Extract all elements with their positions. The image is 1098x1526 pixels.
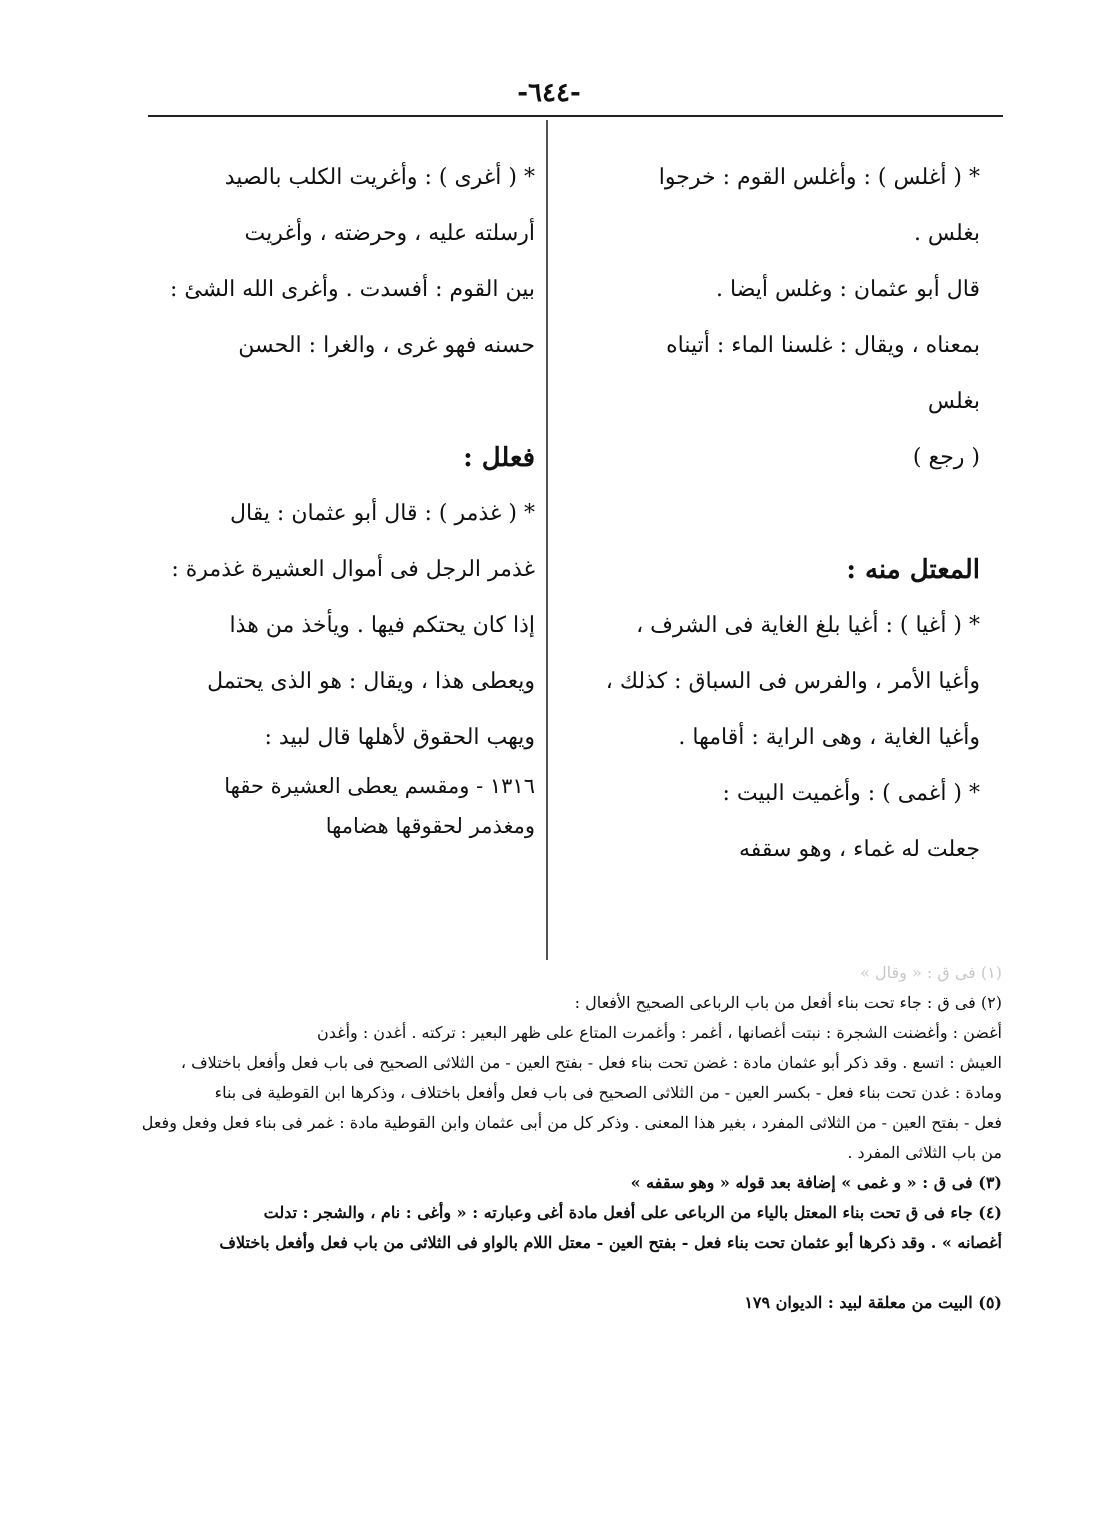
footnote: (٤) جاء فى ق تحت بناء المعتل بالياء من الرباعى على أفعل مادة أغى وعبارته : « وأغى : نام ، والشجر : تدلت bbox=[263, 1203, 1002, 1222]
footnote: (٣) فى ق : « و غمى » إضافة بعد قوله « وهو سقفه » bbox=[630, 1173, 1002, 1192]
footnote bbox=[140, 1258, 1002, 1288]
verse-line: ومغذمر لحقوقها هضامها bbox=[325, 814, 535, 838]
left-column bbox=[150, 150, 535, 846]
footnote: (٢) فى ق : جاء تحت بناء أفعل من باب الرباعى الصحيح الأفعال : bbox=[574, 993, 1002, 1012]
left-line: بين القوم : أفسدت . وأغرى الله الشئ : bbox=[170, 277, 535, 302]
column-divider bbox=[546, 120, 548, 960]
left-line: إذا كان يحتكم فيها . ويأخذ من هذا bbox=[229, 613, 535, 638]
left-line: حسنه فهو غرى ، والغرا : الحسن bbox=[238, 333, 535, 358]
footnotes bbox=[140, 958, 1002, 1318]
right-line: بمعناه ، ويقال : غلسنا الماء : أتيناه bbox=[666, 333, 980, 358]
left-line: * ( غذمر ) : قال أبو عثمان : يقال bbox=[230, 501, 535, 526]
footnote: ومادة : غدن تحت بناء فعل - بكسر العين - من الثلاثى الصحيح فى باب فعل وأفعل باختلاف ، وذكرها ابن القوطية فى بناء bbox=[214, 1083, 1002, 1102]
right-line: وأغيا الغاية ، وهى الراية : أقامها . bbox=[678, 725, 980, 750]
right-line: بغلس . bbox=[913, 221, 980, 246]
right-line: * ( أغيا ) : أغيا بلغ الغاية فى الشرف ، bbox=[636, 613, 980, 638]
left-line: ويهب الحقوق لأهلها قال لبيد : bbox=[264, 725, 535, 750]
page-number: -٦٤٤- bbox=[517, 78, 581, 108]
right-column bbox=[560, 150, 980, 878]
footnote: من باب الثلاثى المفرد . bbox=[847, 1143, 1002, 1162]
header-rule bbox=[148, 115, 1003, 117]
right-line: ( رجع ) bbox=[912, 445, 980, 470]
right-line: * ( أغلس ) : وأغلس القوم : خرجوا bbox=[658, 165, 980, 190]
footnote: (١) فى ق : « وقال » bbox=[860, 963, 1002, 982]
footnote: أغضن : وأغضنت الشجرة : نبتت أغصانها ، أغمر : وأغمرت المتاع على ظهر البعير : تركته . أغدن : وأغدن bbox=[317, 1023, 1002, 1042]
footnote: العيش : اتسع . وقد ذكر أبو عثمان مادة : غضن تحت بناء فعل - بفتح العين - من الثلاثى الصحيح فى باب فعل وأفعل باختلاف ، bbox=[180, 1053, 1002, 1072]
left-line: أرسلته عليه ، وحرضته ، وأغريت bbox=[244, 221, 535, 246]
footnote: فعل - بفتح العين - من الثلاثى المفرد ، بغير هذا المعنى . وذكر كل من أبى عثمان وابن القوطية مادة : غمر فى بناء فعل وفعل وفعل bbox=[141, 1113, 1002, 1132]
right-line: جعلت له غماء ، وهو سقفه bbox=[738, 837, 980, 862]
left-line: ويعطى هذا ، ويقال : هو الذى يحتمل bbox=[207, 669, 535, 694]
right-line: * ( أغمى ) : وأغميت البيت : bbox=[722, 781, 980, 806]
left-line: * ( أغرى ) : وأغريت الكلب بالصيد bbox=[224, 165, 535, 190]
footnote: أغصانه » . وقد ذكرها أبو عثمان تحت بناء فعل - بفتح العين - معتل اللام بالواو فى الثلاثى من باب فعل وأفعل باختلاف bbox=[219, 1233, 1002, 1252]
right-line: قال أبو عثمان : وغلس أيضا . bbox=[716, 277, 980, 302]
section-heading: المعتل منه : bbox=[846, 555, 980, 585]
right-line-faint bbox=[560, 486, 980, 542]
verse-line: ١٣١٦ - ومقسم يعطى العشيرة حقها bbox=[224, 774, 535, 798]
footnote: (٥) البيت من معلقة لبيد : الديوان ١٧٩ bbox=[744, 1293, 1002, 1312]
left-line-faint bbox=[150, 374, 535, 430]
right-line: بغلس bbox=[927, 389, 980, 414]
left-line: غذمر الرجل فى أموال العشيرة غذمرة : bbox=[171, 557, 535, 582]
section-heading: فعلل : bbox=[463, 443, 535, 473]
right-line: وأغيا الأمر ، والفرس فى السباق : كذلك ، bbox=[605, 669, 980, 694]
